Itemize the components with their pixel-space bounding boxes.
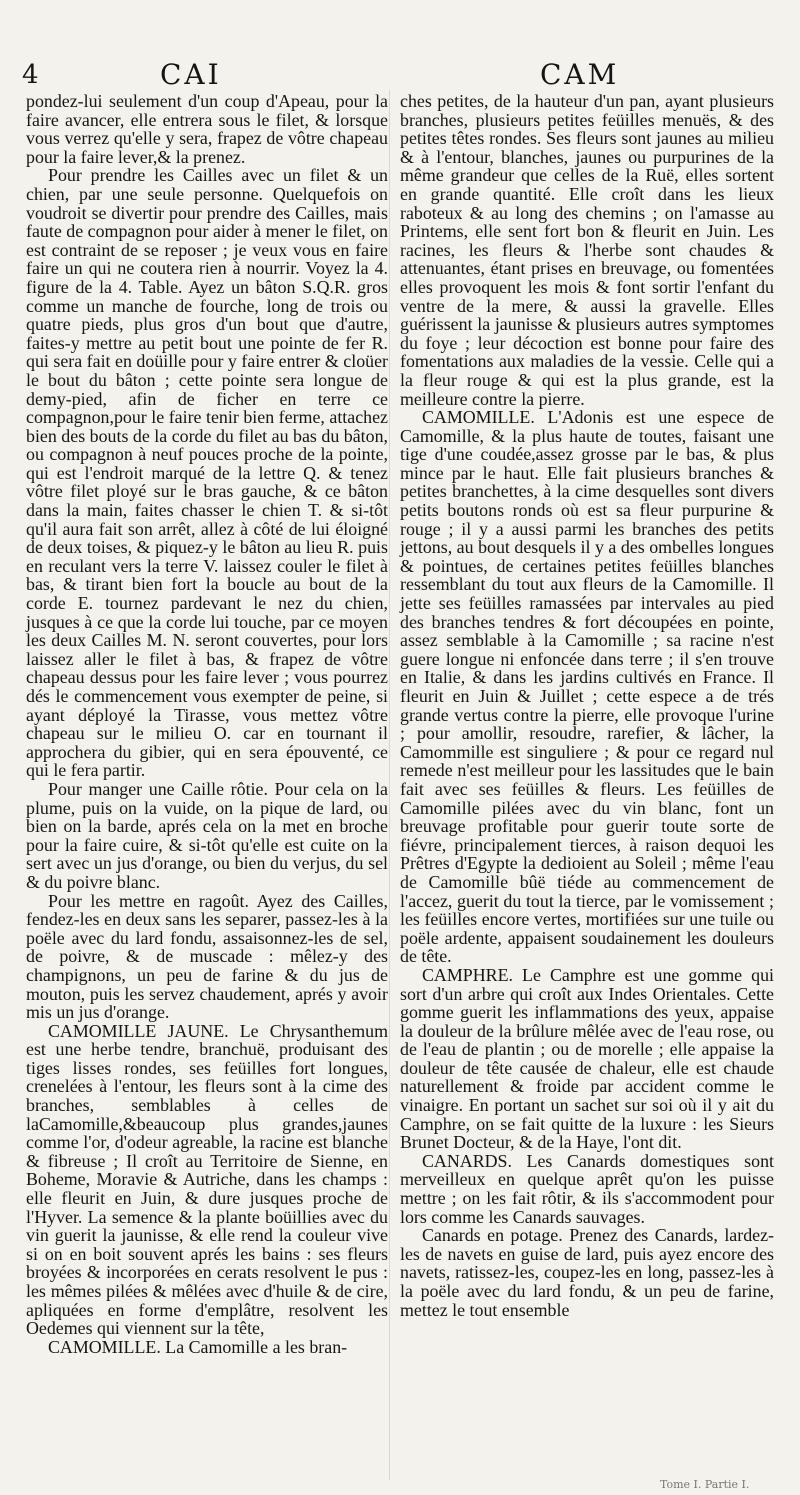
left-column bbox=[26, 92, 388, 1356]
column-divider bbox=[389, 90, 390, 1480]
running-head-right: CAM bbox=[540, 58, 620, 91]
signature-mark: Tome I. Partie I. bbox=[660, 1478, 750, 1491]
running-head-left: CAI bbox=[160, 58, 222, 91]
paragraph: ches petites, de la hauteur d'un pan, ayant plusieurs branches, plusieurs petites feüilles menuës, & des petites têtes rondes. Ses fleurs sont jaunes au milieu & à l'entour, blanches, jaunes ou purpurines de la même grandeur que celles de la Ruë, elles sortent en grande quantité. Elle croît dans les lieux raboteux & au long des chemins ; on l'amasse au Printems, elle sent fort bon & fleurit en Juin. Les racines, les fleurs & l'herbe sont chaudes & attenuantes, étant prises en breuvage, ou fomentées elles provoquent les mois & font sortir l'enfant du ventre de la mere, & aussi la gravelle. Elles guérissent la jaunisse & plusieurs autres symptomes du foye ; leur décoction est bonne pour faire des fomentations aux maladies de la vessie. Celle qui a la fleur rouge & qui est la plus grande, est la meilleure contre la pierre. bbox=[400, 91, 774, 409]
right-column bbox=[400, 92, 774, 1319]
page-number: 4 bbox=[22, 60, 39, 90]
paragraph: Pour prendre les Cailles avec un filet & un chien, par une seule personne. Quelquefois on voudroit se divertir pour prendre des Cailles, mais faute de compagnon pour aider à mener le filet, on est contraint de se reposer ; je veux vous en faire faire un qui ne coutera rien à nourrir. Voyez la 4. figure de la 4. Table. Ayez un bâton S.Q.R. gros comme un manche de fourche, long de trois ou quatre pieds, plus gros d'un bout que d'autre, faites-y mettre au petit bout une pointe de fer R. qui sera fait en doüille pour y faire entrer & cloüer le bout du bâton ; cette pointe sera longue de demy-pied, afin de ficher en terre ce compagnon,pour le faire tenir bien ferme, attachez bien des bouts de la corde du filet au bas du bâton, ou compagnon à neuf pouces proche de la pointe, qui est l'endroit marqué de la lettre Q. & tenez vôtre filet ployé sur le bras gauche, & ce bâton dans la main, faites chasser le chien T. & si-tôt qu'il aura fait son arrêt, allez à côté de lui éloigné de deux toises, & piquez-y le bâton au lieu R. puis en reculant vers la terre V. laissez couler le filet à bas, & tirant bien fort la boucle au bout de la corde E. tournez pardevant le nez du chien, jusques à ce que la corde lui touche, par ce moyen les deux Cailles M. N. seront couvertes, pour lors laissez aller le filet à bas, & frapez de vôtre chapeau dessus pour les faire lever ; vous pourrez dés le commencement vous exempter de peine, si ayant déployé la Tirasse, vous mettez vôtre chapeau sur le milieu O. car en tournant il approchera du gibier, qui en sera épouventé, ce qui le fera partir. bbox=[26, 165, 388, 781]
paragraph: Canards en potage. Prenez des Canards, lardez-les de navets en guise de lard, puis ayez encore des navets, ratissez-les, coupez-les en long, passez-les à la poële avec du lard fondu, & un peu de farine, mettez le tout ensemble bbox=[400, 1225, 774, 1320]
paragraph: CAMOMILLE JAUNE. Le Chrysanthemum est une herbe tendre, branchuë, produisant des tiges lisses rondes, ses feüilles fort longues, crenelées à l'entour, les fleurs sont à la cime des branches, semblables à celles de laCamomille,&beaucoup plus grandes,jaunes comme l'or, d'odeur agreable, la racine est blanche & fibreuse ; Il croît au Territoire de Sienne, en Boheme, Moravie & Autriche, dans les champs : elle fleurit en Juin, & dure jusques proche de l'Hyver. La semence & la plante boüillies avec du vin guerit la jaunisse, & elle rend la couleur vive si on en boit souvent aprés les bains : ses fleurs broyées & incorporées en cerats resolvent le pus : les mêmes pilées & mêlées avec d'huile & de cire, apliquées en forme d'emplâtre, resolvent les Oedemes qui viennent sur la tête, bbox=[26, 1020, 388, 1339]
paragraph: CAMPHRE. Le Camphre est une gomme qui sort d'un arbre qui croît aux Indes Orientales. Cette gomme guerit les inflammations des yeux, appaise la douleur de la brûlure mêlée avec de l'eau rose, ou de l'eau de plantin ; ou de morelle ; elle appaise la douleur de tête causée de chaleur, elle est chaude naturellement & froide par accident comme le vinaigre. En portant un sachet sur soi où il y ait du Camphre, on se fait quitte de la luxure : les Sieurs Brunet Docteur, & de la Haye, l'ont dit. bbox=[400, 964, 774, 1153]
paragraph: CAMOMILLE. L'Adonis est une espece de Camomille, & la plus haute de toutes, faisant une tige d'une coudée,assez grosse par le bas, & plus mince par le haut. Elle fait plusieurs branches & petites branchettes, à la cime desquelles sont divers petits boutons ronds où est sa fleur purpurine & rouge ; il y a aussi parmi les branches des petits jettons, au bout desquels il y a des ombelles longues & pointues, de certaines petites feüilles blanches ressemblant du tout aux fleurs de la Camomille. Il jette ses feüilles ramassées par intervales au pied des branches tendres & fort découpées en pointe, assez semblable à la Camomille ; sa racine n'est guere longue ni enfoncée dans terre ; il s'en trouve en Italie, & dans les jardins cultivés en France. Il fleurit en Juin & Juillet ; cette espece a de trés grande vertus contre la pierre, elle provoque l'urine ; pour amollir, resoudre, rarefier, & lâcher, la Camommille est singuliere ; & pour ce regard nul remede n'est meilleur pour les lassitudes que le bain fait avec ses feüilles & fleurs. Les feüilles de Camomille pilées avec du vin blanc, font un breuvage profitable pour guerir toute sorte de fiévre, principalement tierces, à raison dequoi les Prêtres d'Egypte la dedioient au Soleil ; même l'eau de Camomille bûë tiéde au commencement de l'accez, guerit du tout la tierce, par le vomissement ; les feüilles encore vertes, mortifiées sur une tuile ou poële ardente, appaisent soudainement les douleurs de tête. bbox=[400, 407, 774, 967]
paragraph: CANARDS. Les Canards domestiques sont merveilleux en quelque aprêt qu'on les puisse mettre ; on les fait rôtir, & ils s'accommodent pour lors comme les Canards sauvages. bbox=[400, 1150, 774, 1227]
paragraph: Pour les mettre en ragoût. Ayez des Cailles, fendez-les en deux sans les separer, passez-les à la poële avec du lard fondu, assaisonnez-les de sel, de poivre, & de muscade : mêlez-y des champignons, un peu de farine & du jus de mouton, puis les servez chaudement, aprés y avoir mis un jus d'orange. bbox=[26, 890, 388, 1023]
paragraph: CAMOMILLE. La Camomille a les bran- bbox=[48, 1336, 348, 1357]
paragraph: pondez-lui seulement d'un coup d'Apeau, pour la faire avancer, elle entrera sous le filet, & lorsque vous verrez qu'elle y sera, frapez de vôtre chapeau pour la faire lever,& la prenez. bbox=[26, 91, 388, 167]
paragraph: Pour manger une Caille rôtie. Pour cela on la plume, puis on la vuide, on la pique de lard, ou bien on la barde, aprés cela on la met en broche pour la faire cuire, & si-tôt qu'elle est cuite on la sert avec un jus d'orange, ou bien du verjus, du sel & du poivre blanc. bbox=[26, 778, 388, 892]
